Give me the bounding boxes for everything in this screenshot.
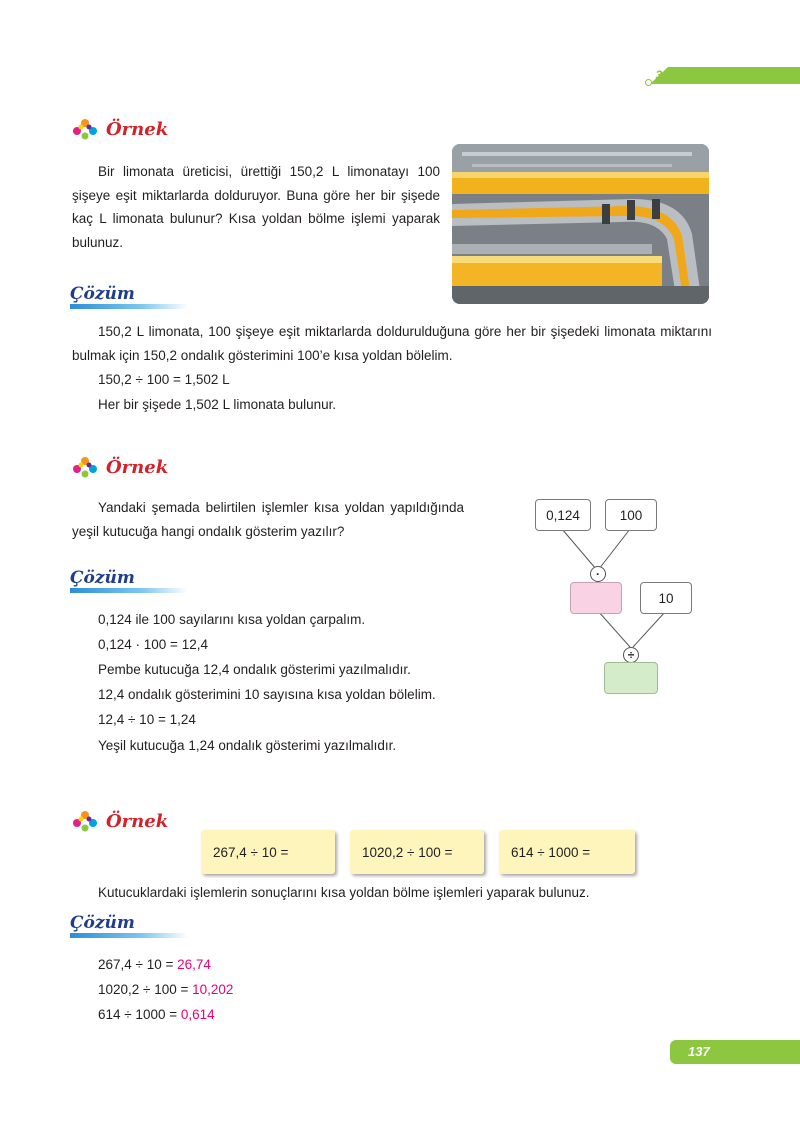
solution-3-line xyxy=(98,1005,215,1025)
example-2-heading xyxy=(72,456,168,478)
molecule-icon xyxy=(72,118,98,140)
example-3-text: Kutucuklardaki işlemlerin sonuçlarını kısa yoldan bölme işlemleri yaparak bulunuz. xyxy=(98,885,590,900)
solution-2-title: Çözüm xyxy=(70,568,135,588)
unit-label: 3. ÜNİTE xyxy=(655,68,705,82)
example-3-heading xyxy=(72,810,168,832)
bottling-line-image xyxy=(452,144,709,304)
multiply-operator: · xyxy=(590,566,606,582)
example-title: Örnek xyxy=(106,118,169,140)
solution-3-title: Çözüm xyxy=(70,913,135,933)
page-number: 137 xyxy=(688,1044,710,1059)
solution-1-bar xyxy=(70,304,188,309)
example-title: Örnek xyxy=(106,456,169,478)
solution-2-line: 12,4 ondalık gösterimini 10 sayısına kısa yoldan bölelim. xyxy=(98,687,436,702)
pink-result-box xyxy=(570,582,622,614)
example-2-text: Yandaki şemada belirtilen işlemler kısa yoldan yapıldığında yeşil kutucuğa hangi ondalık gösterim yazılır? xyxy=(72,500,464,539)
solution-1-text: 150,2 L limonata, 100 şişeye eşit miktarlarda doldurulduğuna göre her bir şişedeki limonata miktarını bulmak için 150,2 ondalık gösterimini 100’e kısa yoldan bölelim. xyxy=(72,324,712,363)
solution-3-line xyxy=(98,955,211,975)
solution-1-title: Çözüm xyxy=(70,284,135,304)
green-result-box xyxy=(604,662,658,694)
input-box-a: 0,124 xyxy=(535,499,591,531)
molecule-icon xyxy=(72,456,98,478)
solution-3-bar xyxy=(70,933,188,938)
input-box-b: 100 xyxy=(605,499,657,531)
solution-expression: 614 ÷ 1000 = xyxy=(98,1007,181,1022)
solution-answer: 0,614 xyxy=(180,1007,215,1022)
solution-2-line: 12,4 ÷ 10 = 1,24 xyxy=(98,712,196,727)
solution-2-bar xyxy=(70,588,188,593)
solution-answer: 26,74 xyxy=(177,957,211,972)
unit-dot xyxy=(645,79,652,86)
input-box-c: 10 xyxy=(640,582,692,614)
solution-1-line: 150,2 ÷ 100 = 1,502 L xyxy=(98,372,230,387)
operation-box: 614 ÷ 1000 = xyxy=(499,830,635,874)
example-title: Örnek xyxy=(106,810,169,832)
divide-operator: ÷ xyxy=(623,647,639,663)
molecule-icon xyxy=(72,810,98,832)
solution-answer: 10,202 xyxy=(192,982,234,997)
solution-1-line: Her bir şişede 1,502 L limonata bulunur. xyxy=(98,397,337,412)
solution-expression: 267,4 ÷ 10 = xyxy=(98,957,178,972)
solution-3-line xyxy=(98,980,233,1000)
solution-2-line: 0,124 · 100 = 12,4 xyxy=(98,637,208,652)
solution-2-line: Yeşil kutucuğa 1,24 ondalık gösterimi yazılmalıdır. xyxy=(98,738,397,753)
bottling-photo xyxy=(452,144,709,304)
operation-box: 1020,2 ÷ 100 = xyxy=(350,830,484,874)
example-1-text: Bir limonata üreticisi, ürettiği 150,2 L limonatayı 100 şişeye eşit miktarlarda dolduruyor. Buna göre her bir şişede kaç L limonata bulunur? Kısa yoldan bölme işlemi yaparak bulunuz. xyxy=(72,164,440,250)
example-1-heading xyxy=(72,118,168,140)
solution-2-line: Pembe kutucuğa 12,4 ondalık gösterimi yazılmalıdır. xyxy=(98,662,411,677)
operation-box: 267,4 ÷ 10 = xyxy=(201,830,335,874)
solution-expression: 1020,2 ÷ 100 = xyxy=(98,982,193,997)
solution-2-line: 0,124 ile 100 sayılarını kısa yoldan çarpalım. xyxy=(98,612,366,627)
